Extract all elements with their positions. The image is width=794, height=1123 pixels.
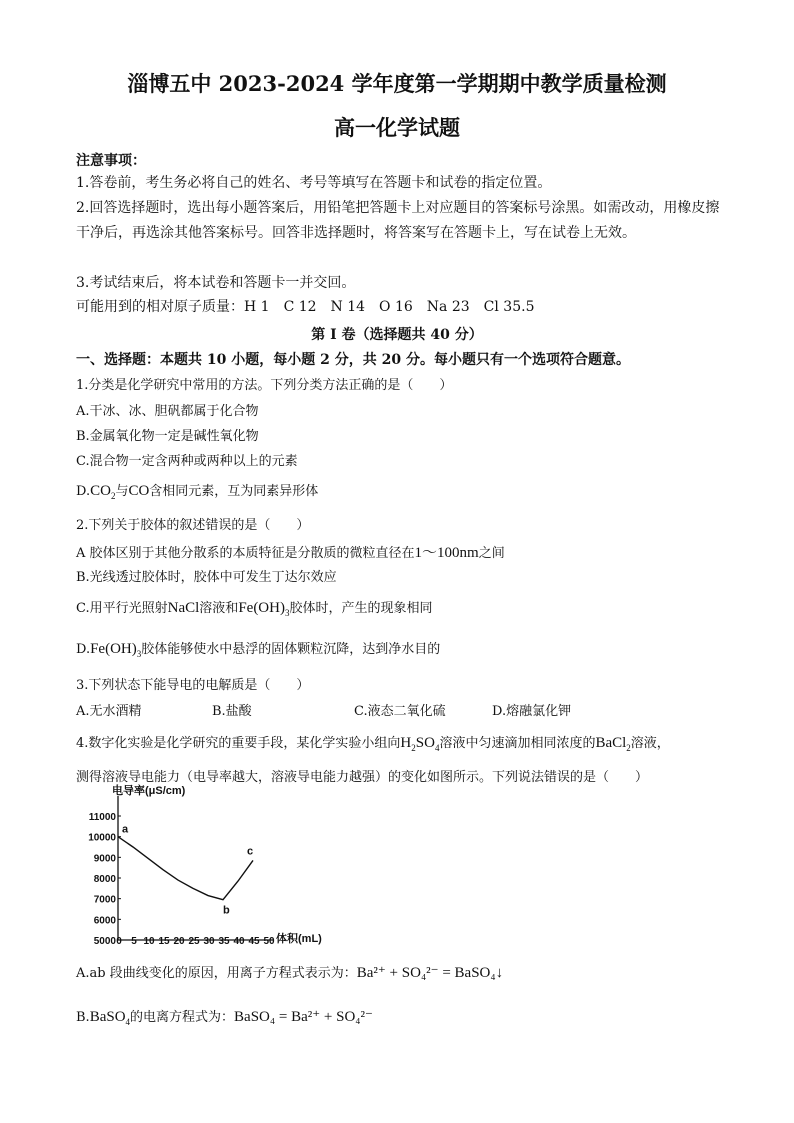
ionic-equation: Ba²⁺ + SO₄²⁻ = BaSO₄↓ — [356, 965, 504, 981]
point-label-a: a — [122, 823, 129, 836]
question-4-stem-line2: 测得溶液导电能力（电导率越大，溶液导电能力越强）的变化如图所示。下列说法错误的是（ ） — [76, 770, 649, 785]
question-4-option-b: B.BaSO$_4$的电离方程式为：BaSO₄ = Ba²⁺ + SO₄²⁻ — [76, 1009, 373, 1027]
question-4-stem-line1: 4.数字化实验是化学研究的重要手段，某化学实验小组向$H_2SO_4$溶液中匀速滴加相同浓度的BaCl$_2$溶液， — [76, 735, 670, 753]
y-tick-label: 10000 — [88, 832, 116, 844]
section-title: 第 I 卷（选择题共 40 分） — [311, 327, 483, 343]
part-instructions: 一、选择题：本题共 10 小题，每小题 2 分，共 20 分。每小题只有一个选项符合题意。 — [76, 352, 630, 368]
formula-bacl2: BaCl$_2$ — [595, 735, 631, 753]
question-3-stem: 3.下列状态下能导电的电解质是（ ） — [76, 678, 310, 693]
question-2-stem: 2.下列关于胶体的叙述错误的是（ ） — [76, 518, 310, 533]
x-tick-label: 25 — [188, 936, 200, 947]
x-tick-label: 15 — [158, 936, 170, 947]
exam-title: 淄博五中 2023-2024 学年度第一学期期中教学质量检测 — [127, 71, 667, 96]
question-1-option-b: B.金属氧化物一定是碱性氧化物 — [76, 429, 259, 444]
x-tick-label: 45 — [248, 936, 260, 947]
formula-co: CO — [128, 483, 150, 499]
y-tick-label: 5000 — [93, 936, 116, 947]
x-tick-label: 40 — [233, 936, 245, 947]
x-tick-label: 10 — [143, 936, 155, 947]
x-tick-label: 20 — [173, 936, 185, 947]
question-2-option-c: C.用平行光照射NaCl溶液和$Fe(OH)_3$胶体时，产生的现象相同 — [76, 600, 433, 618]
x-tick-label: 30 — [203, 936, 215, 947]
question-1-stem: 1.分类是化学研究中常用的方法。下列分类方法正确的是（ ） — [76, 378, 453, 393]
question-1-option-d: $D.CO_2$与CO含相同元素，互为同素异形体 — [76, 483, 319, 501]
formula-fe-oh-3: $Fe(OH)_3$ — [90, 641, 142, 659]
conductivity-series-line — [118, 837, 253, 900]
size-range: 1～100nm — [414, 545, 479, 561]
formula-baso4: BaSO$_4$ — [89, 1009, 131, 1027]
question-4-option-a: A.ab 段曲线变化的原因，用离子方程式表示为：Ba²⁺ + SO₄²⁻ = BaSO₄↓ — [76, 965, 504, 981]
question-3-option-c: C.液态二氧化硫 — [354, 704, 446, 719]
point-label-c: c — [247, 845, 254, 858]
question-3-option-a: A.无水酒精 — [76, 704, 142, 719]
y-tick-label: 8000 — [93, 874, 116, 885]
x-axis-label: 体积(mL) — [276, 933, 322, 945]
y-axis-label: 电导率(μS/cm) — [112, 785, 186, 797]
formula-fe-oh-3: $Fe(OH)_3$ — [238, 600, 290, 618]
point-label-b: b — [223, 904, 230, 917]
exam-subtitle: 高一化学试题 — [334, 115, 460, 140]
question-3-option-d: D.熔融氯化钾 — [492, 704, 572, 719]
conductivity-chart — [76, 782, 336, 952]
question-2-option-d: $D.Fe(OH)_3$胶体能够使水中悬浮的固体颗粒沉降，达到净水目的 — [76, 641, 441, 659]
y-tick-label: 11000 — [88, 812, 116, 823]
question-1-option-a: A.干冰、冰、胆矾都属于化合物 — [76, 404, 259, 419]
x-tick-label: 0 — [116, 936, 122, 947]
notice-item-2: 2.回答选择题时，选出每小题答案后，用铅笔把答题卡上对应题目的答案标号涂黑。如需改动，用橡皮擦干净后，再选涂其他答案标号。回答非选择题时，将答案写在答题卡上，写在试卷上无效。 — [76, 200, 720, 241]
formula-co2: $CO_2$ — [90, 483, 116, 501]
x-tick-label: 5 — [131, 936, 137, 947]
x-tick-label: 50 — [263, 936, 275, 947]
question-1-option-c: C.混合物一定含两种或两种以上的元素 — [76, 454, 298, 469]
conductivity-chart-svg — [76, 782, 336, 952]
option-label: D. — [76, 484, 91, 499]
question-2-option-a: A 胶体区别于其他分散系的本质特征是分散质的微粒直径在1～100nm之间 — [76, 545, 505, 561]
formula-h2so4: $H_2SO_4$ — [400, 735, 440, 753]
formula-nacl: NaCl — [167, 600, 200, 616]
question-2-option-b: B.光线透过胶体时，胶体中可发生丁达尔效应 — [76, 570, 337, 585]
y-tick-label: 9000 — [93, 853, 116, 865]
y-tick-label: 7000 — [93, 894, 116, 906]
atomic-masses: 可能用到的相对原子质量：H 1 C 12 N 14 O 16 Na 23 Cl 35.5 — [76, 299, 535, 315]
y-tick-label: 6000 — [93, 915, 116, 927]
notice-heading: 注意事项： — [76, 153, 146, 169]
ionization-equation: BaSO₄ = Ba²⁺ + SO₄²⁻ — [234, 1009, 373, 1025]
notice-item-1: 1.答卷前，考生务必将自己的姓名、考号等填写在答题卡和试卷的指定位置。 — [76, 175, 552, 191]
x-tick-label: 35 — [218, 936, 230, 947]
question-3-option-b: B.盐酸 — [212, 704, 252, 719]
notice-item-3: 3.考试结束后，将本试卷和答题卡一并交回。 — [76, 275, 356, 291]
